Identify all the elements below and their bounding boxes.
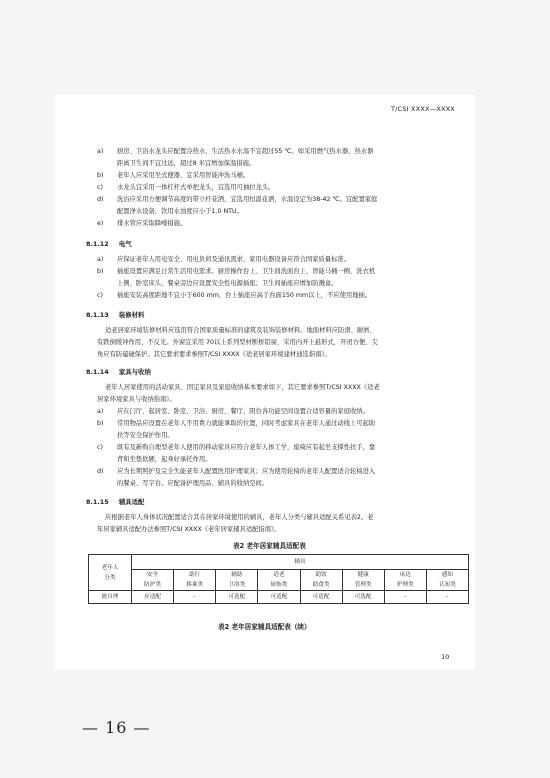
section-title: 装修材料 xyxy=(118,311,145,319)
print-page-number: — 16 — xyxy=(82,718,151,737)
list-item-text: 的餐桌、写字台。应配备护理用品、辅具的收纳空间。 xyxy=(117,480,269,487)
paragraph-line: 适老居家环境装修材料应选用符合国家质量标准的建筑及装饰装修材料。地面材料应防滑、耐磨、 xyxy=(105,327,376,334)
list-item-text: 应为长期照护及完全失能老年人配置医用护理家具；应为使用轮椅的老年人配置适合轮椅进入 xyxy=(117,468,376,475)
column-header-top: 感知 xyxy=(426,570,468,581)
list-item-text: 插座设置应满足日常生活用电需求。厨房操作台上、卫生间洗面台上、智能马桶一侧、洗衣机 xyxy=(117,268,376,275)
list-item-text: 应保证老年人用电安全、用电负荷及通讯需求，家用电器设备应符合国家质量标准。 xyxy=(117,256,350,263)
list-item-text: 既有及新购自理型老年人使用的移动家具应符合老年人体工学，座椅应有起坐支撑性扶手，靠 xyxy=(117,444,376,451)
list-item-label: c) xyxy=(97,444,103,451)
section-heading-8-1-15 xyxy=(86,496,144,508)
column-header-top: 适老 xyxy=(258,570,300,581)
corner-header-cell xyxy=(89,555,132,591)
list-item-label: b) xyxy=(97,420,104,427)
section-number: 8.1.13 xyxy=(86,311,109,319)
column-header-bottom: 管理类 xyxy=(342,580,384,591)
table-cell: 可选配 xyxy=(342,591,384,604)
list-item-text: 配置净水设备，饮用水浊度应小于1.0 NTU。 xyxy=(117,208,243,215)
paragraph-line: 有跌倒缓冲作用、不反光。外窗宜采用 70以上系列型材断桥铝窗，采用内开上悬形式，开闭方便，尖 xyxy=(97,339,378,346)
column-header-top: 安全 xyxy=(132,570,174,581)
column-header-top: 助饮 xyxy=(300,570,342,581)
section-number: 8.1.14 xyxy=(86,368,109,376)
corner-header-line: 老年人 xyxy=(101,564,119,571)
list-item-text: 上侧、卧室床头、餐桌旁边应设置安全性电源插座；卫生间插座应增加防溅盒。 xyxy=(117,280,338,287)
list-item-label: d) xyxy=(97,196,104,203)
list-item-text: 扶等安全保护作用。 xyxy=(117,432,174,439)
list-item-label: a) xyxy=(97,256,104,263)
table-cell: 可选配 xyxy=(216,591,258,604)
section-number: 8.1.15 xyxy=(86,498,109,506)
column-header-bottom: 厨饰类 xyxy=(258,580,300,591)
list-item-label: c) xyxy=(97,292,103,299)
list-item-label: a) xyxy=(97,148,104,155)
list-item-text: 老年人应采用坐式便器，宜采用智能冲洗马桶。 xyxy=(117,172,250,179)
paragraph-line: 应根据老年人身体状况配置适合其在居家环境使用的辅具，老年人分类与辅具适配关系见表2。老 xyxy=(105,514,374,521)
list-item-text: 洗浴应采用方便调节高度的带立杆花洒，宜选用恒温花洒，水温设定为38-42 ℃。宜配置家庭 xyxy=(117,196,378,203)
column-header-top: 床边 xyxy=(384,570,426,581)
list-item-text: 排水管应采取降噪措施。 xyxy=(117,220,187,227)
column-header-bottom: 移乘类 xyxy=(174,580,216,591)
section-heading-8-1-13 xyxy=(86,309,144,321)
column-header-bottom: 护理类 xyxy=(384,580,426,591)
table-caption-continued: 表2 老年居家辅具适配表（续） xyxy=(218,623,311,631)
list-item-text: 背和坐垫软硬，起身好承托作用。 xyxy=(117,456,212,463)
section-heading-8-1-14 xyxy=(86,366,151,378)
table-cell: - xyxy=(174,591,216,604)
list-item-label: e) xyxy=(97,220,104,227)
list-item-label: d) xyxy=(97,468,104,475)
column-header-bottom: 认知类 xyxy=(426,580,468,591)
table-caption: 表2 老年居家辅具适配表 xyxy=(233,542,306,550)
table-cell: 可适配 xyxy=(300,591,342,604)
section-title: 电气 xyxy=(118,240,132,248)
list-item-text: 插座安装高度距地不宜小于600 mm，台上插座应高于台面150 mm以上，不应使用地插。 xyxy=(117,292,372,299)
list-item-text: 水龙头宜采用一体杠杆式单把龙头，宜选用可抽拉龙头。 xyxy=(117,184,275,191)
column-header-top: 助行 xyxy=(174,570,216,581)
standard-code: T/CSI XXXX—XXXX xyxy=(391,105,455,113)
list-item-text: 常用物品应设置在老年人不用费力就能拿取的位置，同时考虑家具在老年人通过动线上可起助 xyxy=(117,420,376,427)
section-heading-8-1-12 xyxy=(86,238,132,250)
table-row xyxy=(89,591,469,604)
list-item-label: b) xyxy=(97,268,104,275)
list-item-text: 应在门厅、起居室、卧室、卫浴、厨房、餐厅、阳台各功能空间设置合适容量的家庭收纳。 xyxy=(117,408,369,415)
list-item-text: 距离卫生间不宜过远，超过8 米宜增加保温措施。 xyxy=(117,160,256,167)
page-number: 10 xyxy=(441,653,450,661)
table-cell: 可适配 xyxy=(258,591,300,604)
column-header-top: 辅助 xyxy=(216,570,258,581)
list-item-text: 厨房、卫浴水龙头应配置冷热水，生活热水水温不宜超过55 ℃。如采用燃气热水器，热水器 xyxy=(117,148,374,155)
table-cell: 应适配 xyxy=(132,591,174,604)
list-item-label: a) xyxy=(97,408,104,415)
paragraph-line: 老年人居家使用的活动家具、固定家具及家庭收纳基本要求如下，其它要求参照T/CSI XXXX《适老 xyxy=(105,384,380,391)
paragraph-line: 角应有防磕碰保护。其它要求要求参照T/CSI XXXX《适老居家环境建材通选指南》。 xyxy=(97,351,331,358)
section-title: 家具与收纳 xyxy=(118,368,151,376)
column-header-bottom: 卫浴类 xyxy=(216,580,258,591)
table-cell: - xyxy=(384,591,426,604)
column-header-bottom: 防护类 xyxy=(132,580,174,591)
column-header-top: 健康 xyxy=(342,570,384,581)
list-item-label: c) xyxy=(97,184,103,191)
section-title: 辅具适配 xyxy=(118,498,145,506)
paragraph-line: 居家环境家具与收纳指南》。 xyxy=(97,396,176,403)
column-header-bottom: 助食类 xyxy=(300,580,342,591)
assistive-device-table xyxy=(88,554,469,604)
group-header-cell: 辅具 xyxy=(132,555,469,570)
section-number: 8.1.12 xyxy=(86,240,109,248)
table-cell: - xyxy=(426,591,468,604)
paragraph-line: 年居家辅具适配办法参照T/CSI XXXX《老年居家辅具适配指南》。 xyxy=(97,526,281,533)
corner-header-line: 分类 xyxy=(104,574,116,581)
row-category-cell: 能自理 xyxy=(89,591,132,604)
list-item-label: b) xyxy=(97,172,104,179)
